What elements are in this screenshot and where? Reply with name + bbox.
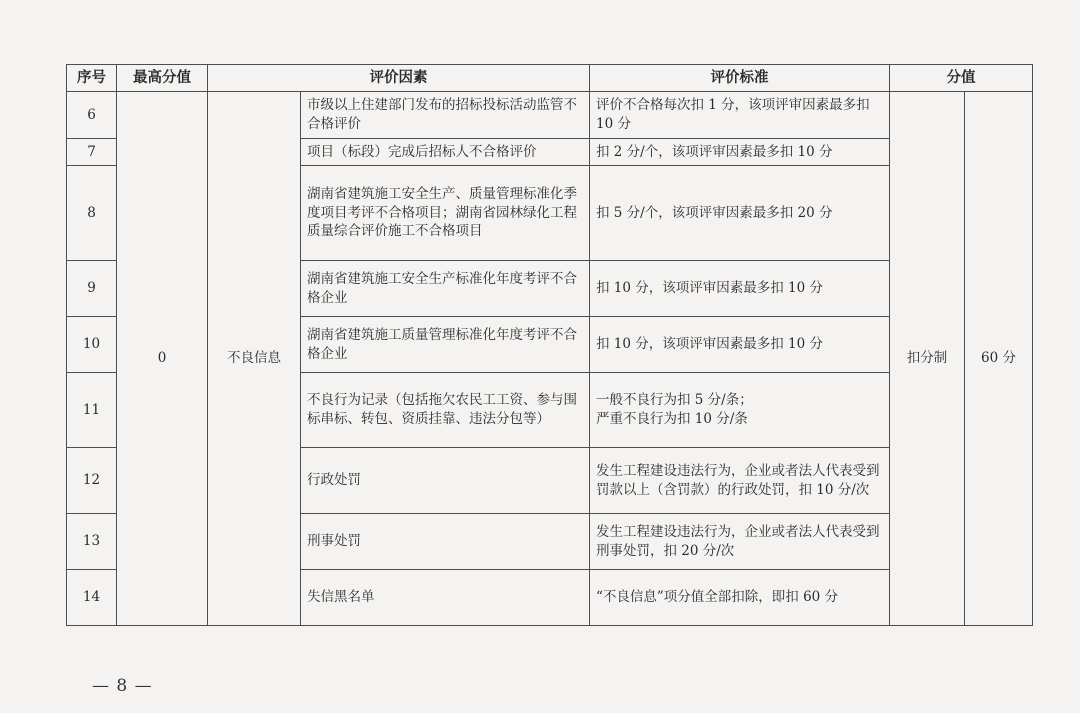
header-standard: 评价标准 <box>590 65 890 92</box>
factor-cell: 失信黑名单 <box>301 570 590 626</box>
row-number: 8 <box>67 166 117 261</box>
header-max-score: 最高分值 <box>117 65 208 92</box>
evaluation-table <box>66 64 1033 626</box>
criteria-cell: 扣 2 分/个，该项评审因素最多扣 10 分 <box>590 139 890 166</box>
table-header-row <box>67 65 1033 92</box>
row-number: 13 <box>67 514 117 570</box>
row-number: 10 <box>67 317 117 373</box>
row-number: 6 <box>67 92 117 139</box>
criteria-cell: 扣 10 分，该项评审因素最多扣 10 分 <box>590 317 890 373</box>
criteria-line: 严重不良行为扣 10 分/条 <box>596 411 748 427</box>
criteria-cell: 扣 10 分，该项评审因素最多扣 10 分 <box>590 261 890 317</box>
table-row <box>67 92 1033 139</box>
page-number: — 8 — <box>92 676 153 696</box>
criteria-cell: 扣 5 分/个，该项评审因素最多扣 20 分 <box>590 166 890 261</box>
criteria-cell: 评价不合格每次扣 1 分，该项评审因素最多扣 10 分 <box>590 92 890 139</box>
factor-cell: 刑事处罚 <box>301 514 590 570</box>
criteria-line: 一般不良行为扣 5 分/条； <box>596 392 753 409</box>
max-score-cell: 0 <box>117 92 208 626</box>
factor-cell: 不良行为记录（包括拖欠农民工工资、参与围标串标、转包、资质挂靠、违法分包等） <box>301 373 590 448</box>
row-number: 9 <box>67 261 117 317</box>
header-factor: 评价因素 <box>208 65 590 92</box>
factor-cell: 湖南省建筑施工质量管理标准化年度考评不合格企业 <box>301 317 590 373</box>
factor-cell: 行政处罚 <box>301 448 590 514</box>
criteria-cell: 发生工程建设违法行为，企业或者法人代表受到罚款以上（含罚款）的行政处罚，扣 10 分/次 <box>590 448 890 514</box>
factor-cell: 湖南省建筑施工安全生产标准化年度考评不合格企业 <box>301 261 590 317</box>
category-cell: 不良信息 <box>208 92 301 626</box>
criteria-cell: “不良信息”项分值全部扣除，即扣 60 分 <box>590 570 890 626</box>
criteria-cell: 发生工程建设违法行为，企业或者法人代表受到刑事处罚，扣 20 分/次 <box>590 514 890 570</box>
method-cell: 扣分制 <box>890 92 965 626</box>
row-number: 7 <box>67 139 117 166</box>
row-number: 11 <box>67 373 117 448</box>
factor-cell: 湖南省建筑施工安全生产、质量管理标准化季度项目考评不合格项目；湖南省园林绿化工程质量综合评价施工不合格项目 <box>301 166 590 261</box>
row-number: 14 <box>67 570 117 626</box>
factor-cell: 市级以上住建部门发布的招标投标活动监管不合格评价 <box>301 92 590 139</box>
header-score: 分值 <box>890 65 1033 92</box>
criteria-cell <box>590 373 890 448</box>
score-cell: 60 分 <box>965 92 1033 626</box>
header-index: 序号 <box>67 65 117 92</box>
factor-cell: 项目（标段）完成后招标人不合格评价 <box>301 139 590 166</box>
row-number: 12 <box>67 448 117 514</box>
